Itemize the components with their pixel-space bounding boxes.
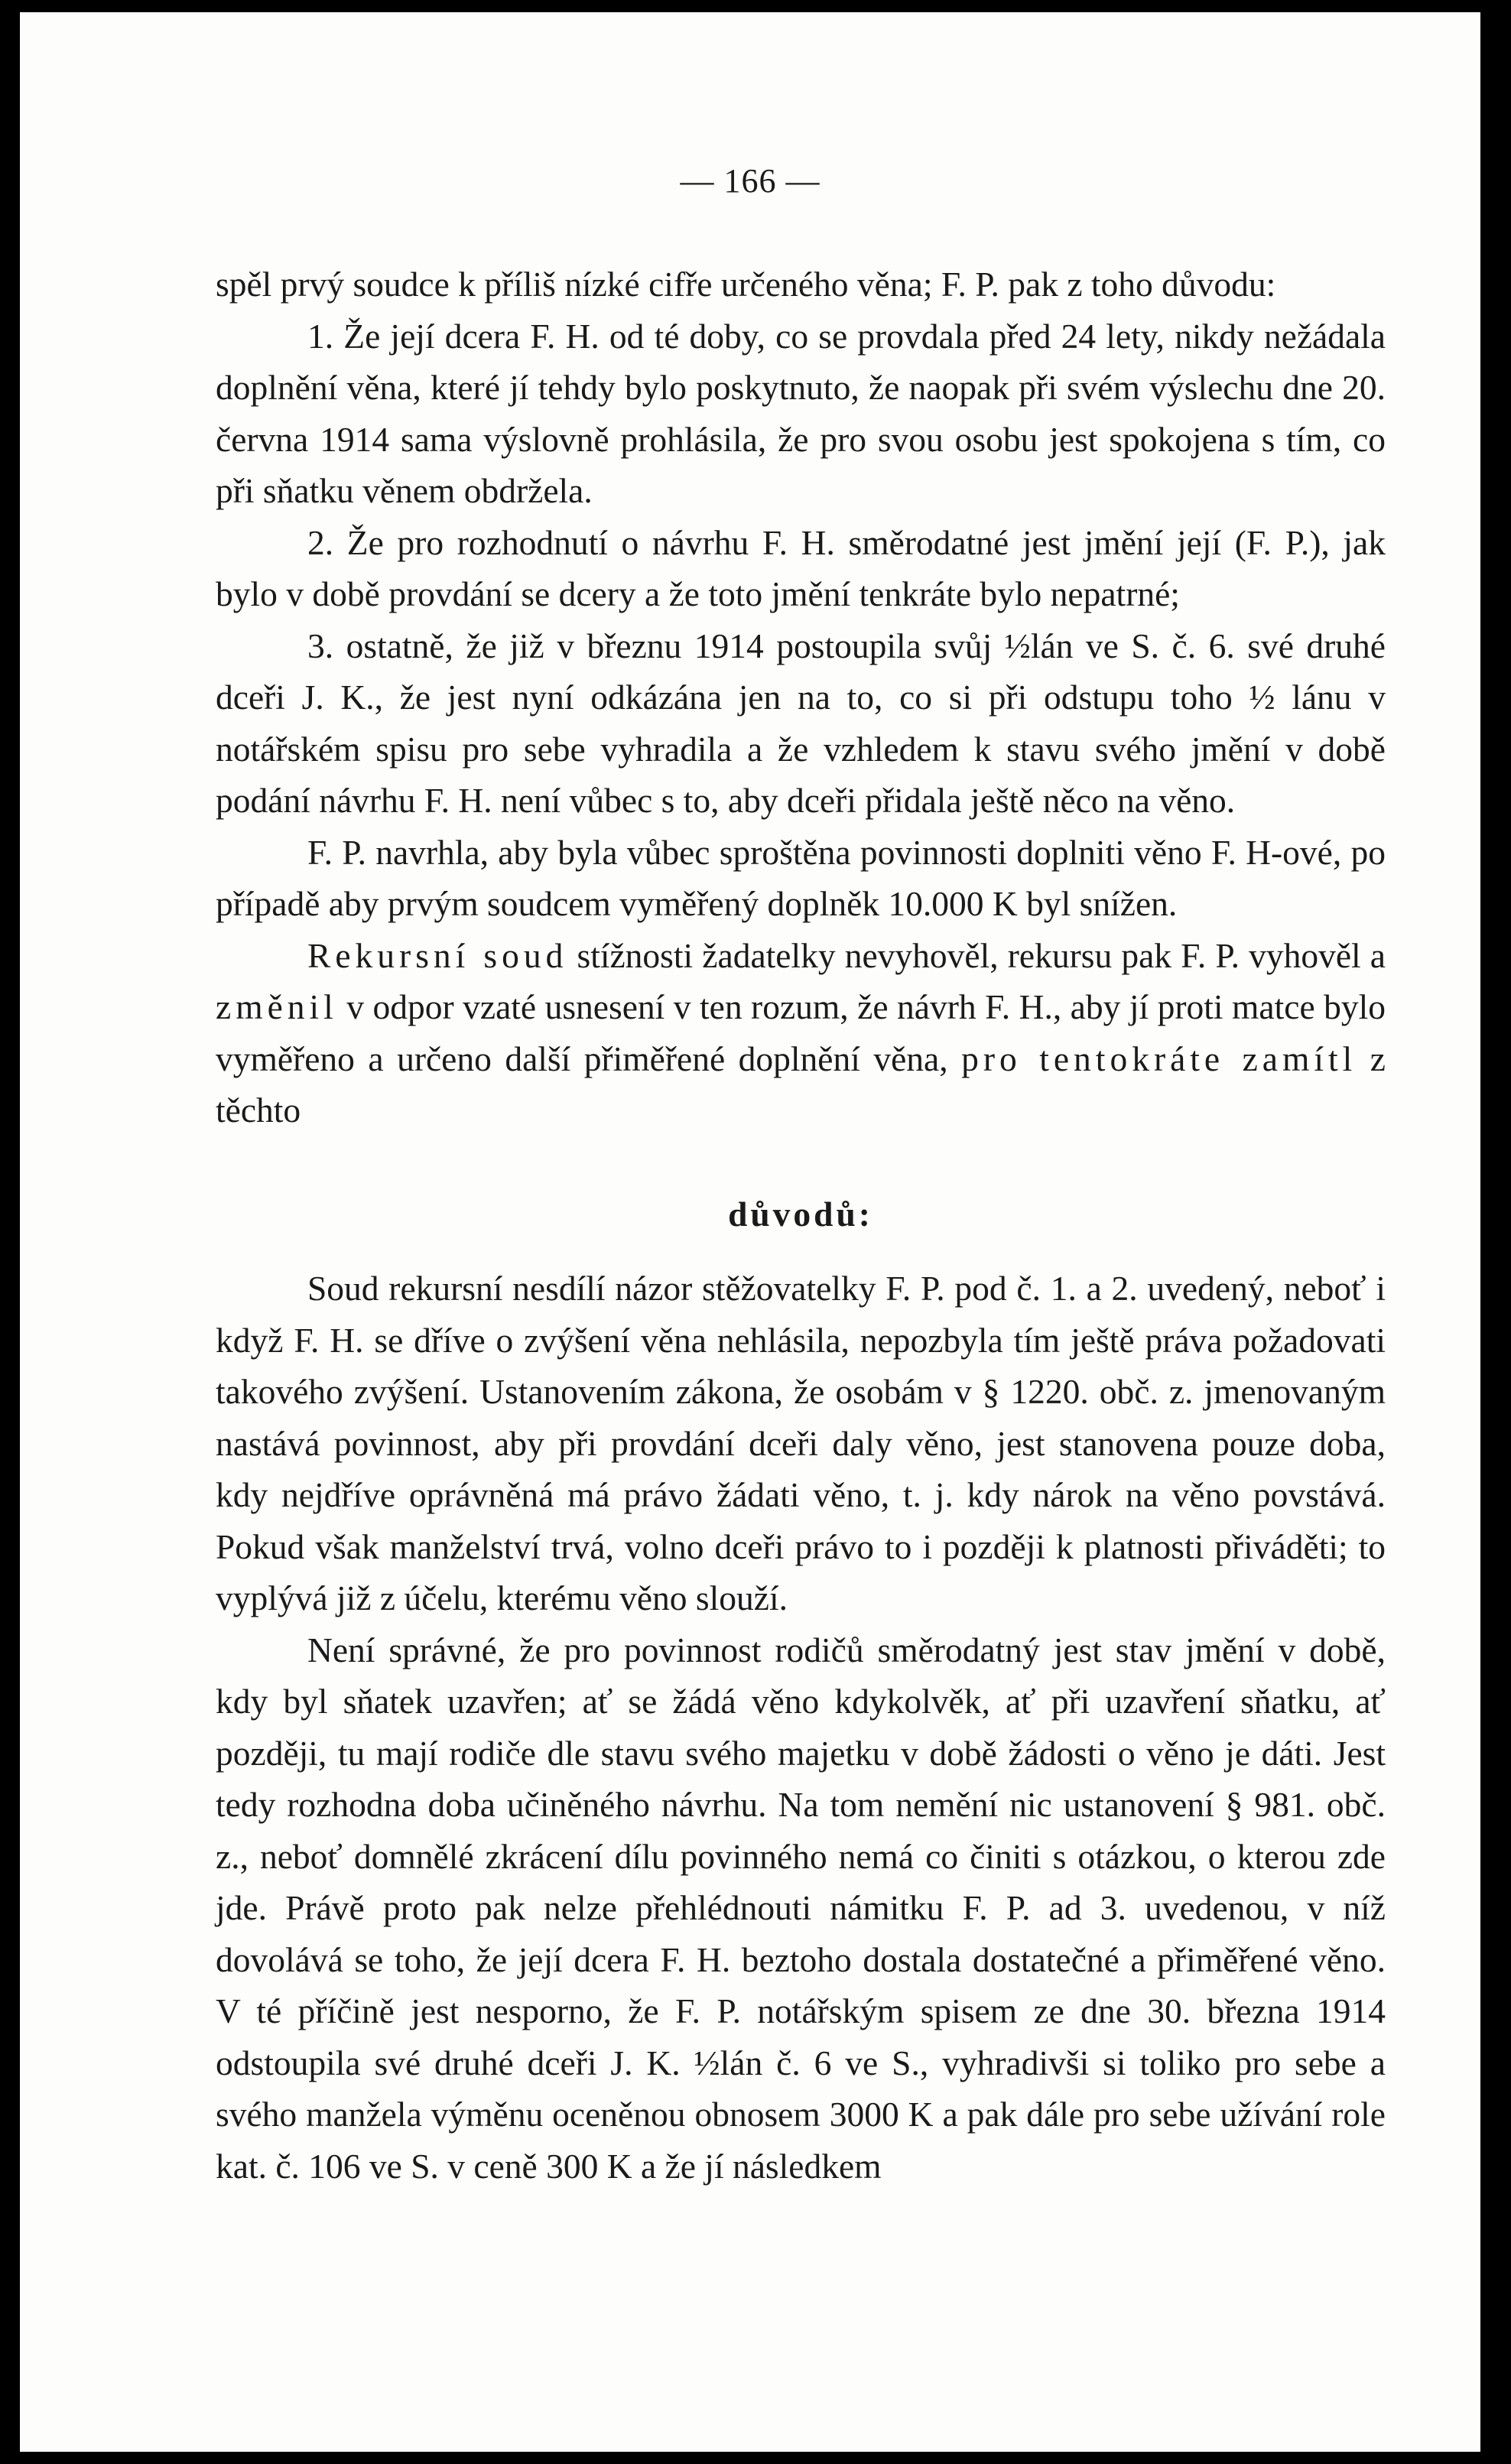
paragraph: 1. Že její dcera F. H. od té doby, co se provdala před 24 lety, nikdy nežádala doplnění věna, které jí tehdy bylo poskytnuto, že naopak při svém výslechu dne 20. června 1914 sama výslovně prohlásila, že pro svou osobu jest spokojena s tím, co při sňatku věnem obdržela. (216, 316, 1386, 510)
page-content (216, 258, 1386, 2192)
paragraph: 3. ostatně, že již v březnu 1914 postoupila svůj ½lán ve S. č. 6. své druhé dceři J. K., že jest nyní odkázána jen na to, co si při odstupu toho ½ lánu v notářském spisu pro sebe vyhradila a že vzhledem k stavu svého jmění v době podání návrhu F. H. není vůbec s to, aby dceři přidala ještě něco na věno. (216, 626, 1386, 820)
page-number: — 166 — (680, 162, 820, 200)
document-page (20, 12, 1480, 2452)
rekurs-paragraph (216, 930, 1386, 1136)
paragraph: spěl prvý soudce k příliš nízké cifře určeného věna; F. P. pak z toho důvodu: (216, 265, 1276, 304)
paragraph: 2. Že pro rozhodnutí o návrhu F. H. směrodatné jest jmění její (F. P.), jak bylo v době provdání se dcery a že toto jmění tenkráte bylo nepatrné; (216, 522, 1386, 613)
rekurs-text: stížnosti žadatelky nevyhověl, rekursu pak F. P. vyhověl a (567, 935, 1386, 975)
rekurs-label: Rekursní soud (307, 935, 568, 975)
scan-border (1480, 0, 1511, 2464)
paragraph: F. P. navrhla, aby byla vůbec sproštěna povinnosti doplniti věno F. H-ové, po případě aby prvým soudcem vyměřený doplněk 10.000 K byl snížen. (216, 832, 1386, 923)
section-heading: důvodů: (728, 1194, 873, 1234)
paragraph: Není správné, že pro povinnost rodičů směrodatný jest stav jmění v době, kdy byl sňatek uzavřen; ať se žádá věno kdykolvěk, ať při uzavření sňatku, ať později, tu mají rodiče dle stavu svého majetku v době žádosti o věno je dáti. Jest tedy rozhodna doba učiněného návrhu. Na tom nemění nic ustanovení § 981. obč. z., neboť domnělé zkrácení dílu povinného nemá co činiti s otázkou, o kterou zde jde. Právě proto pak nelze přehlédnouti námitku F. P. ad 3. uvedenou, v níž dovolává se toho, že její dcera F. H. beztoho dostala dostatečné a přiměřené věno. V té příčině jest nesporno, že F. P. notářským spisem ze dne 30. března 1914 odstoupila své druhé dceři J. K. ½lán č. 6 ve S., vyhradivši si toliko pro sebe a svého manžela výměnu oceněnou obnosem 3000 K a pak dále pro sebe užívání role kat. č. 106 ve S. v ceně 300 K a že jí následkem (216, 1630, 1386, 2186)
rekurs-text: v odpor vzaté usnesení v ten rozum, že návrh F. H., aby jí proti matce bylo vyměřeno a určeno další přiměřené doplnění věna, (216, 987, 1386, 1078)
rejected-phrase: pro tentokráte zamítl (961, 1039, 1357, 1078)
changed-word: změnil (216, 987, 338, 1026)
paragraph: Soud rekursní nesdílí názor stěžovatelky F. P. pod č. 1. a 2. uvedený, neboť i když F. H. se dříve o zvýšení věna nehlásila, nepozbyla tím ještě práva požadovati takového zvýšení. Ustanovením zákona, že osobám v § 1220. obč. z. jmenovaným nastává povinnost, aby při provdání dceři daly věno, jest stanovena pouze doba, kdy nejdříve oprávněná má právo žádati věno, t. j. kdy nárok na věno povstává. Pokud však manželství trvá, volno dceři právo to i později k platnosti přiváděti; to vyplývá již z účelu, kterému věno slouží. (216, 1269, 1386, 1617)
rekurs-text: z těchto (216, 1039, 1386, 1130)
